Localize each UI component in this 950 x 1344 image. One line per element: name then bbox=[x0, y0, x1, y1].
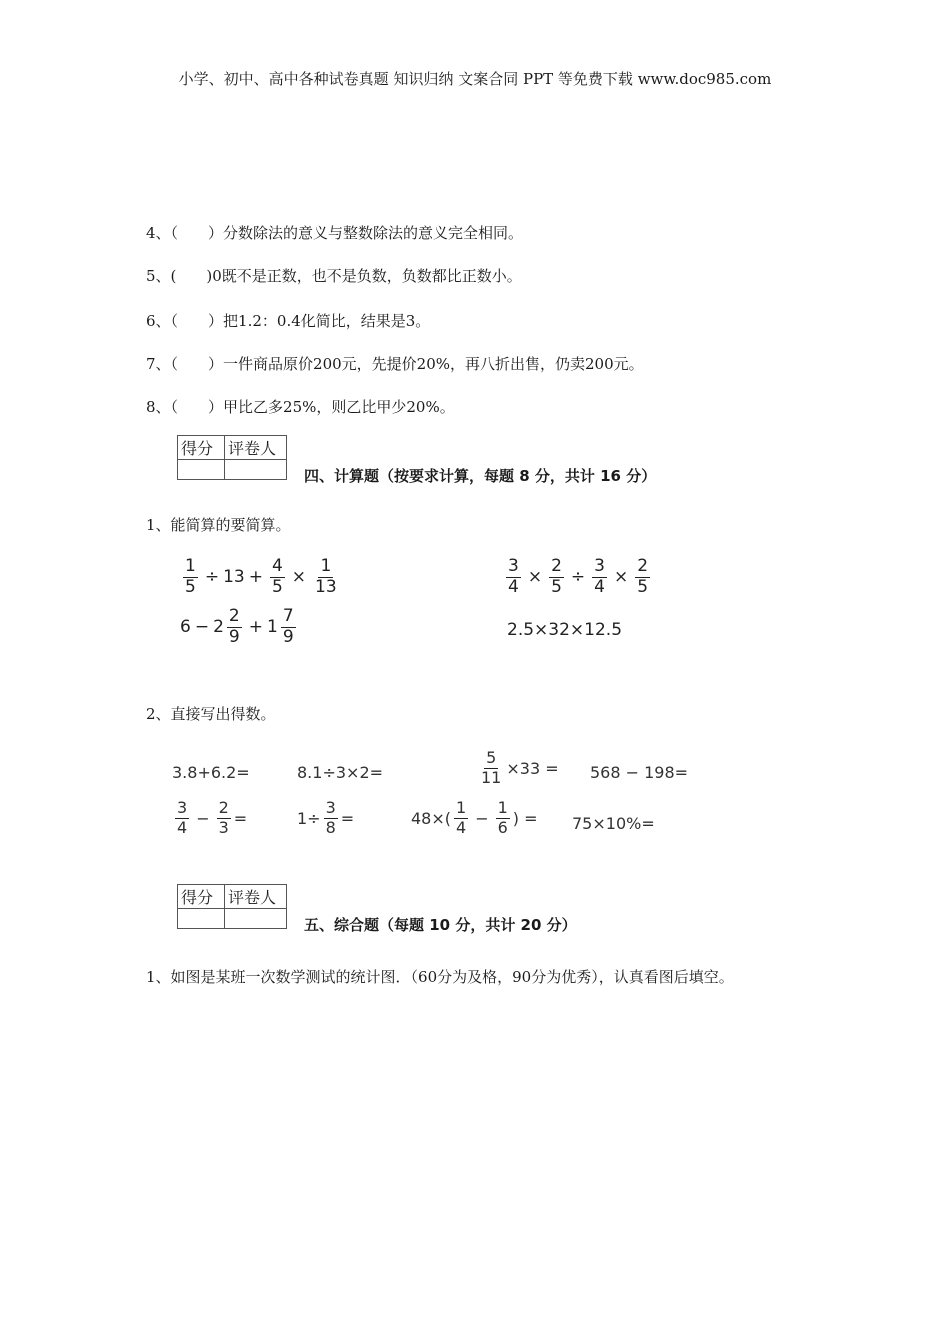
fraction: $\frac{7}{9}$ bbox=[282, 606, 294, 647]
question-6: 6、（ ）把1.2：0.4化简比，结果是3。 bbox=[146, 312, 431, 330]
section-4-title: 四、计算题（按要求计算，每题 8 分，共计 16 分） bbox=[304, 467, 657, 485]
fraction: $\frac{4}{5}$ bbox=[271, 556, 283, 597]
direct-item-2: 8.1÷3×2= bbox=[297, 763, 384, 782]
score-label: 得分 bbox=[178, 436, 225, 460]
direct-item-1: 3.8+6.2= bbox=[172, 763, 250, 782]
fraction: $\frac{2}{9}$ bbox=[228, 606, 240, 647]
grader-label: 评卷人 bbox=[225, 885, 287, 909]
fraction: $\frac{3}{4}$ bbox=[508, 556, 519, 597]
grader-label: 评卷人 bbox=[225, 436, 287, 460]
score-box-section-5 bbox=[177, 884, 287, 929]
fraction: $\frac{1}{13}$ bbox=[315, 556, 337, 597]
fraction: $\frac{3}{4}$ bbox=[177, 798, 188, 837]
question-4: 4、（ ）分数除法的意义与整数除法的意义完全相同。 bbox=[146, 224, 524, 242]
score-label: 得分 bbox=[178, 885, 225, 909]
grader-cell bbox=[225, 460, 287, 480]
calc-expression-3: 6 − 2 $\frac{2}{9}$ + 1 $\frac{7}{9}$ bbox=[180, 606, 294, 647]
fraction: $\frac{1}{5}$ bbox=[185, 556, 196, 597]
section-4-question-1: 1、能简算的要简算。 bbox=[146, 516, 291, 534]
direct-item-6: 1÷ $\frac{3}{8}$ = bbox=[297, 798, 355, 837]
score-box-section-4 bbox=[177, 435, 287, 480]
score-cell bbox=[178, 460, 225, 480]
section-5-title: 五、综合题（每题 10 分，共计 20 分） bbox=[304, 916, 577, 934]
direct-item-3: $\frac{5}{11}$ ×33 = bbox=[481, 748, 559, 787]
page-header: 小学、初中、高中各种试卷真题 知识归纳 文案合同 PPT 等免费下载 www.doc985.com bbox=[178, 70, 772, 88]
fraction: $\frac{1}{4}$ bbox=[456, 798, 467, 837]
calc-expression-4: 2.5×32×12.5 bbox=[507, 620, 623, 640]
calc-expression-1: $\frac{1}{5}$ ÷ 13 + $\frac{4}{5}$ × $\frac{1}{13}$ bbox=[185, 556, 337, 597]
fraction: $\frac{3}{4}$ bbox=[594, 556, 605, 597]
direct-item-5: $\frac{3}{4}$ − $\frac{2}{3}$ = bbox=[177, 798, 248, 837]
question-8: 8、（ ）甲比乙多25%，则乙比甲少20%。 bbox=[146, 398, 455, 416]
question-5: 5、( )0既不是正数，也不是负数，负数都比正数小。 bbox=[146, 267, 522, 285]
direct-item-8: 75×10%= bbox=[572, 814, 655, 833]
fraction: $\frac{3}{8}$ bbox=[325, 798, 336, 837]
fraction: $\frac{1}{6}$ bbox=[497, 798, 508, 837]
fraction: $\frac{2}{3}$ bbox=[218, 798, 229, 837]
grader-cell bbox=[225, 909, 287, 929]
direct-item-4: 568 − 198= bbox=[590, 763, 689, 782]
direct-item-7: 48×( $\frac{1}{4}$ − $\frac{1}{6}$ ) = bbox=[411, 798, 538, 837]
fraction: $\frac{2}{5}$ bbox=[637, 556, 649, 597]
section-5-question-1: 1、如图是某班一次数学测试的统计图．（60分为及格，90分为优秀），认真看图后填空。 bbox=[146, 968, 734, 986]
fraction: $\frac{2}{5}$ bbox=[551, 556, 562, 597]
section-4-question-2: 2、直接写出得数。 bbox=[146, 705, 276, 723]
score-cell bbox=[178, 909, 225, 929]
question-7: 7、（ ）一件商品原价200元，先提价20%，再八折出售，仍卖200元。 bbox=[146, 355, 644, 373]
calc-expression-2: $\frac{3}{4}$ × $\frac{2}{5}$ ÷ $\frac{3}{4}$ × $\frac{2}{5}$ bbox=[508, 556, 649, 597]
fraction: $\frac{5}{11}$ bbox=[481, 748, 502, 787]
